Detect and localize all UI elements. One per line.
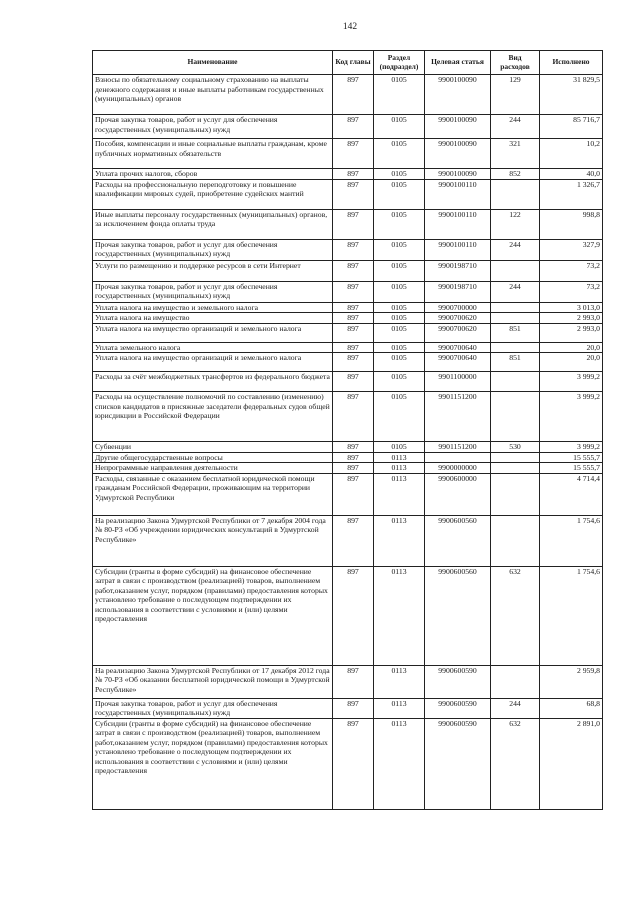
cell-amount: 3 999,2 [540,442,603,453]
cell-name: Уплата земельного налога [93,342,333,353]
table-row [93,566,603,665]
cell-target: 9900100110 [425,239,491,260]
table-row [93,372,603,392]
table-row [93,353,603,372]
cell-expense-type: 632 [491,566,540,665]
cell-section: 0113 [374,665,425,698]
table-row [93,323,603,342]
cell-code: 897 [333,342,374,353]
cell-amount: 40,0 [540,169,603,180]
cell-section: 0105 [374,442,425,453]
cell-expense-type [491,392,540,442]
table-row [93,665,603,698]
cell-name: Уплата прочих налогов, сборов [93,169,333,180]
cell-name: Расходы за счёт межбюджетных трансфертов из федерального бюджета [93,372,333,392]
table-row [93,239,603,260]
cell-code: 897 [333,566,374,665]
cell-name: Взносы по обязательному социальному страхованию на выплаты денежного содержания и иные выплаты работникам государственных (муниципальных) органов [93,75,333,115]
cell-code: 897 [333,442,374,453]
header-amount: Исполнено [540,51,603,75]
cell-target: 9900100110 [425,209,491,239]
cell-amount: 10,2 [540,139,603,169]
cell-name: Прочая закупка товаров, работ и услуг для обеспечения государственных (муниципальных) нужд [93,281,333,302]
cell-code: 897 [333,75,374,115]
cell-code: 897 [333,718,374,809]
cell-section: 0105 [374,392,425,442]
cell-amount: 2 993,0 [540,323,603,342]
cell-expense-type: 129 [491,75,540,115]
cell-target: 9900198710 [425,260,491,281]
cell-target: 9900600590 [425,718,491,809]
cell-amount: 73,2 [540,281,603,302]
cell-code: 897 [333,139,374,169]
cell-name: Расходы на профессиональную переподготовку и повышение квалификации мировых судей, приобретение судейских мантий [93,179,333,209]
cell-section: 0113 [374,452,425,463]
cell-expense-type [491,372,540,392]
cell-target: 9900700640 [425,342,491,353]
cell-section: 0105 [374,260,425,281]
page-number: 142 [342,22,358,32]
cell-target: 9901100000 [425,372,491,392]
cell-code: 897 [333,463,374,474]
cell-expense-type [491,665,540,698]
cell-section: 0113 [374,698,425,718]
cell-amount: 85 716,7 [540,115,603,139]
cell-code: 897 [333,452,374,463]
cell-target: 9900700000 [425,302,491,313]
table-body [93,75,603,810]
cell-amount: 15 555,7 [540,452,603,463]
cell-target: 9900600000 [425,473,491,515]
cell-name: Субсидии (гранты в форме субсидий) на финансовое обеспечение затрат в связи с производством (реализацией) товаров, выполнением работ,оказанием услуг, порядком (правилами) предоставления которых установлено требование о последующем подтверждении их использования в соответствии с условиями и (или) целями предоставления [93,566,333,665]
cell-amount: 15 555,7 [540,463,603,474]
cell-target: 9900600560 [425,566,491,665]
cell-target: 9900600590 [425,665,491,698]
table-row [93,473,603,515]
cell-target: 9901151200 [425,442,491,453]
cell-code: 897 [333,698,374,718]
cell-target: 9900700620 [425,313,491,324]
table-row [93,718,603,809]
cell-code: 897 [333,179,374,209]
cell-amount: 998,8 [540,209,603,239]
cell-amount: 68,8 [540,698,603,718]
table-row [93,313,603,324]
table-row [93,515,603,566]
cell-amount: 2 993,0 [540,313,603,324]
cell-name: Уплата налога на имущество организаций и земельного налога [93,323,333,342]
cell-amount: 73,2 [540,260,603,281]
header-target: Целевая статья [425,51,491,75]
table-row [93,209,603,239]
cell-code: 897 [333,115,374,139]
cell-name: Прочая закупка товаров, работ и услуг для обеспечения государственных (муниципальных) нужд [93,698,333,718]
cell-amount: 20,0 [540,342,603,353]
cell-code: 897 [333,302,374,313]
header-name: Наименование [93,51,333,75]
cell-section: 0113 [374,463,425,474]
cell-name: Прочая закупка товаров, работ и услуг для обеспечения государственных (муниципальных) нужд [93,239,333,260]
table-row [93,169,603,180]
cell-code: 897 [333,353,374,372]
cell-expense-type: 244 [491,698,540,718]
cell-amount: 3 013,0 [540,302,603,313]
cell-name: Прочая закупка товаров, работ и услуг для обеспечения государственных (муниципальных) нужд [93,115,333,139]
budget-table [92,50,603,810]
cell-section: 0105 [374,353,425,372]
cell-section: 0105 [374,75,425,115]
table-row [93,463,603,474]
cell-target: 9900700620 [425,323,491,342]
table-row [93,342,603,353]
table-row [93,115,603,139]
cell-expense-type [491,179,540,209]
cell-section: 0105 [374,313,425,324]
cell-section: 0113 [374,473,425,515]
cell-section: 0105 [374,239,425,260]
cell-expense-type [491,313,540,324]
cell-name: Пособия, компенсации и иные социальные выплаты гражданам, кроме публичных нормативных обязательств [93,139,333,169]
cell-section: 0105 [374,115,425,139]
cell-code: 897 [333,323,374,342]
cell-target: 9900600560 [425,515,491,566]
cell-name: Уплата налога на имущество и земельного налога [93,302,333,313]
cell-name: Субсидии (гранты в форме субсидий) на финансовое обеспечение затрат в связи с производством (реализацией) товаров, выполнением работ,оказанием услуг, порядком (правилами) предоставления которых установлено требование о последующем подтверждении их использования в соответствии с условиями и (или) целями предоставления [93,718,333,809]
cell-target: 9900100090 [425,75,491,115]
cell-section: 0105 [374,209,425,239]
cell-name: Другие общегосударственные вопросы [93,452,333,463]
cell-section: 0105 [374,323,425,342]
cell-amount: 4 714,4 [540,473,603,515]
cell-name: Услуги по размещению и поддержке ресурсов в сети Интернет [93,260,333,281]
cell-target: 9900700640 [425,353,491,372]
cell-expense-type: 632 [491,718,540,809]
cell-name: Иные выплаты персоналу государственных (муниципальных) органов, за исключением фонда оплаты труда [93,209,333,239]
cell-section: 0105 [374,139,425,169]
cell-name: Уплата налога на имущество [93,313,333,324]
cell-amount: 2 891,0 [540,718,603,809]
cell-name: На реализацию Закона Удмуртской Республики от 7 декабря 2004 года № 80-РЗ «Об учреждении юридических консультаций в Удмуртской Республике» [93,515,333,566]
cell-target: 9900198710 [425,281,491,302]
cell-target: 9900600590 [425,698,491,718]
cell-target: 9900100090 [425,115,491,139]
cell-amount: 1 754,6 [540,566,603,665]
cell-expense-type: 530 [491,442,540,453]
cell-name: Расходы на осуществление полномочий по составлению (изменению) списков кандидатов в присяжные заседатели федеральных судов общей юрисдикции в Российской Федерации [93,392,333,442]
cell-amount: 3 999,2 [540,392,603,442]
cell-expense-type: 244 [491,239,540,260]
cell-amount: 327,9 [540,239,603,260]
cell-code: 897 [333,665,374,698]
table-row [93,281,603,302]
header-code: Код главы [333,51,374,75]
cell-section: 0105 [374,302,425,313]
header-expense-type: Вид расходов [491,51,540,75]
cell-target: 9900000000 [425,463,491,474]
cell-expense-type: 321 [491,139,540,169]
cell-expense-type: 122 [491,209,540,239]
table-row [93,442,603,453]
table-row [93,392,603,442]
cell-target: 9901151200 [425,392,491,442]
cell-target: 9900100090 [425,169,491,180]
cell-code: 897 [333,260,374,281]
header-row [93,51,603,75]
cell-section: 0113 [374,566,425,665]
header-section: Раздел (подраздел) [374,51,425,75]
cell-target: 9900100110 [425,179,491,209]
cell-amount: 1 754,6 [540,515,603,566]
cell-code: 897 [333,209,374,239]
cell-section: 0105 [374,281,425,302]
cell-section: 0113 [374,718,425,809]
table-row [93,452,603,463]
cell-expense-type [491,515,540,566]
cell-code: 897 [333,372,374,392]
cell-amount: 1 326,7 [540,179,603,209]
cell-name: Непрограммные направления деятельности [93,463,333,474]
cell-section: 0113 [374,515,425,566]
cell-expense-type [491,473,540,515]
cell-code: 897 [333,473,374,515]
cell-amount: 2 959,8 [540,665,603,698]
cell-amount: 20,0 [540,353,603,372]
table-row [93,179,603,209]
table-row [93,698,603,718]
table-row [93,302,603,313]
table-row [93,260,603,281]
table-row [93,139,603,169]
cell-section: 0105 [374,169,425,180]
cell-expense-type [491,342,540,353]
cell-section: 0105 [374,342,425,353]
cell-name: Субвенции [93,442,333,453]
cell-target: 9900100090 [425,139,491,169]
cell-target [425,452,491,463]
cell-code: 897 [333,281,374,302]
cell-expense-type: 244 [491,281,540,302]
cell-expense-type: 244 [491,115,540,139]
cell-code: 897 [333,515,374,566]
cell-name: Расходы, связанные с оказанием бесплатной юридической помощи гражданам Российской Федерации, проживающим на территории Удмуртской Республики [93,473,333,515]
cell-amount: 31 829,5 [540,75,603,115]
cell-section: 0105 [374,179,425,209]
cell-amount: 3 999,2 [540,372,603,392]
cell-expense-type: 852 [491,169,540,180]
cell-code: 897 [333,239,374,260]
cell-expense-type: 851 [491,353,540,372]
cell-name: На реализацию Закона Удмуртской Республики от 17 декабря 2012 года № 70-РЗ «Об оказании бесплатной юридической помощи в Удмуртской Республике» [93,665,333,698]
cell-expense-type [491,463,540,474]
cell-expense-type [491,452,540,463]
cell-expense-type: 851 [491,323,540,342]
cell-code: 897 [333,169,374,180]
cell-expense-type [491,302,540,313]
cell-code: 897 [333,313,374,324]
cell-code: 897 [333,392,374,442]
cell-section: 0105 [374,372,425,392]
cell-name: Уплата налога на имущество организаций и земельного налога [93,353,333,372]
cell-expense-type [491,260,540,281]
table-row [93,75,603,115]
